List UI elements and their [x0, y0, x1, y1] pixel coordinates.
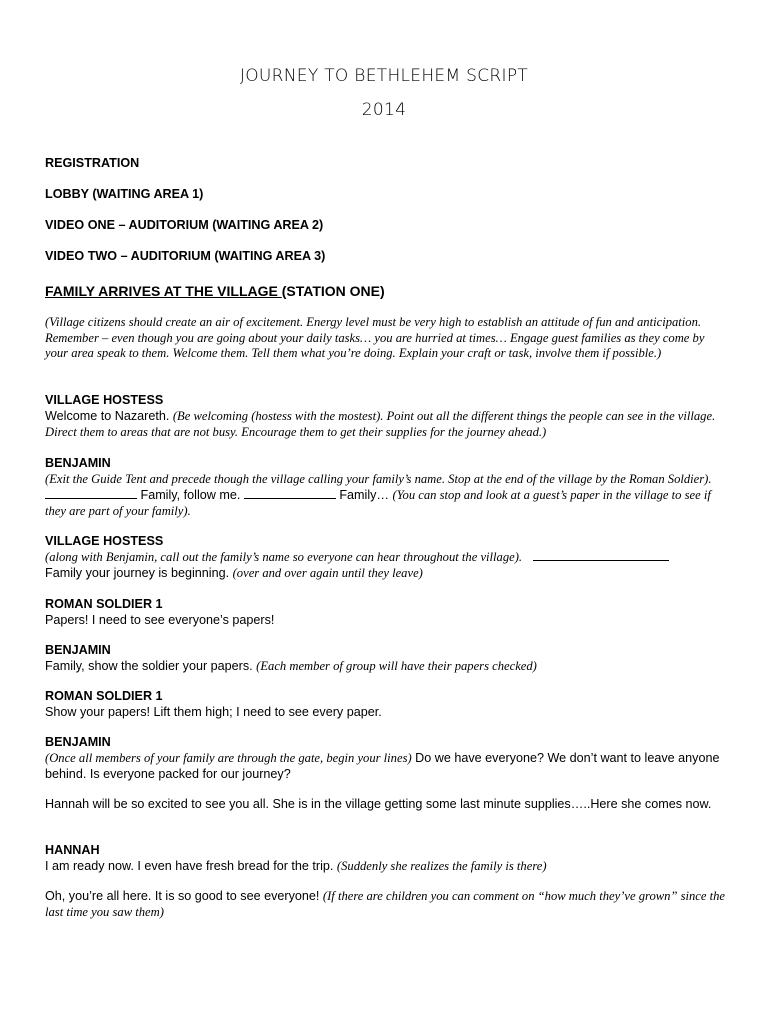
line-roman-soldier-2 [45, 688, 725, 720]
speaker-name: VILLAGE HOSTESS [45, 393, 164, 407]
speaker-name: BENJAMIN [45, 643, 111, 657]
station-title: FAMILY ARRIVES AT THE VILLAGE [45, 283, 282, 299]
spoken-text: Oh, you’re all here. It is so good to see everyone! [45, 889, 323, 903]
document-year: 2014 [361, 100, 407, 120]
document-title: JOURNEY TO BETHLEHEM SCRIPT [239, 66, 529, 86]
spoken-text: Family, show the soldier your papers. [45, 659, 257, 673]
spoken-text: Family… [335, 488, 393, 502]
stage-direction: (over and over again until they leave) [232, 566, 423, 580]
line-benjamin-3 [45, 734, 725, 812]
stage-direction: (You can stop and look at a guest’s paper in the village to see if they are part of your family). [45, 488, 711, 518]
spoken-text: Family, follow me. [137, 488, 244, 502]
family-name-blank [45, 488, 137, 499]
line-roman-soldier-1 [45, 596, 725, 628]
stage-direction: (Each member of group will have their papers checked) [256, 659, 537, 673]
line-hannah [45, 842, 725, 920]
heading-lobby: LOBBY (WAITING AREA 1) [45, 187, 204, 201]
heading-video-two: VIDEO TWO – AUDITORIUM (WAITING AREA 3) [45, 249, 326, 263]
spoken-text: Do we have everyone? We don’t want to leave anyone behind. Is everyone packed for our journey? [45, 751, 720, 781]
speaker-name: BENJAMIN [45, 735, 111, 749]
line-body [45, 888, 725, 920]
line-village-hostess-1 [45, 392, 725, 440]
family-name-blank [533, 550, 669, 561]
speaker-name: ROMAN SOLDIER 1 [45, 689, 163, 703]
spoken-text: I am ready now. I even have fresh bread for the trip. [45, 859, 337, 873]
line-body [45, 750, 725, 782]
line-village-hostess-2 [45, 533, 725, 581]
line-body [45, 408, 725, 440]
line-benjamin-2 [45, 642, 725, 674]
stage-direction: (Exit the Guide Tent and precede though the village calling your family’s name. Stop at the end of the village by the Roman Soldier). [45, 472, 712, 486]
station-label: (STATION ONE) [281, 283, 385, 299]
stage-direction: (Once all members of your family are through the gate, begin your lines) [45, 751, 412, 765]
speaker-name: ROMAN SOLDIER 1 [45, 597, 163, 611]
speaker-name: HANNAH [45, 843, 100, 857]
heading-registration: REGISTRATION [45, 156, 140, 170]
line-body [45, 549, 725, 581]
spoken-text: Welcome to Nazareth. [45, 409, 173, 423]
station-heading [45, 283, 725, 299]
speaker-name: VILLAGE HOSTESS [45, 534, 164, 548]
spoken-text-paragraph: Hannah will be so excited to see you all. She is in the village getting some last minute supplies…..Here she comes now. [45, 797, 712, 811]
stage-direction: (along with Benjamin, call out the family’s name so everyone can hear throughout the village). [45, 550, 523, 564]
heading-video-one: VIDEO ONE – AUDITORIUM (WAITING AREA 2) [45, 218, 324, 232]
stage-direction: (If there are children you can comment on “how much they’ve grown” since the last time you saw them) [45, 889, 726, 919]
line-benjamin-1 [45, 455, 725, 519]
family-name-blank [244, 488, 336, 499]
line-body [45, 858, 725, 874]
line-body [45, 471, 725, 519]
spoken-text: Papers! I need to see everyone’s papers! [45, 613, 275, 627]
spoken-text: Family your journey is beginning. [45, 566, 233, 580]
speaker-name: BENJAMIN [45, 456, 111, 470]
stage-direction: (Be welcoming (hostess with the mostest). Point out all the different things the people can see in the village. Direct them to areas that are not busy. Encourage them to get their supplies for the journey ahead.) [45, 409, 716, 439]
spoken-text: Show your papers! Lift them high; I need to see every paper. [45, 705, 382, 719]
station-intro: (Village citizens should create an air of excitement. Energy level must be very high to establish an attitude of fun and anticipation. Remember – even though you are going about your daily tasks… you are hurried at times… Engage guest families as they come by your area speak to them. Welcome them. Tell them what you’re doing. Explain your craft or task, involve them if possible.) [45, 315, 705, 361]
line-body [45, 658, 725, 674]
stage-direction: (Suddenly she realizes the family is there) [336, 859, 547, 873]
